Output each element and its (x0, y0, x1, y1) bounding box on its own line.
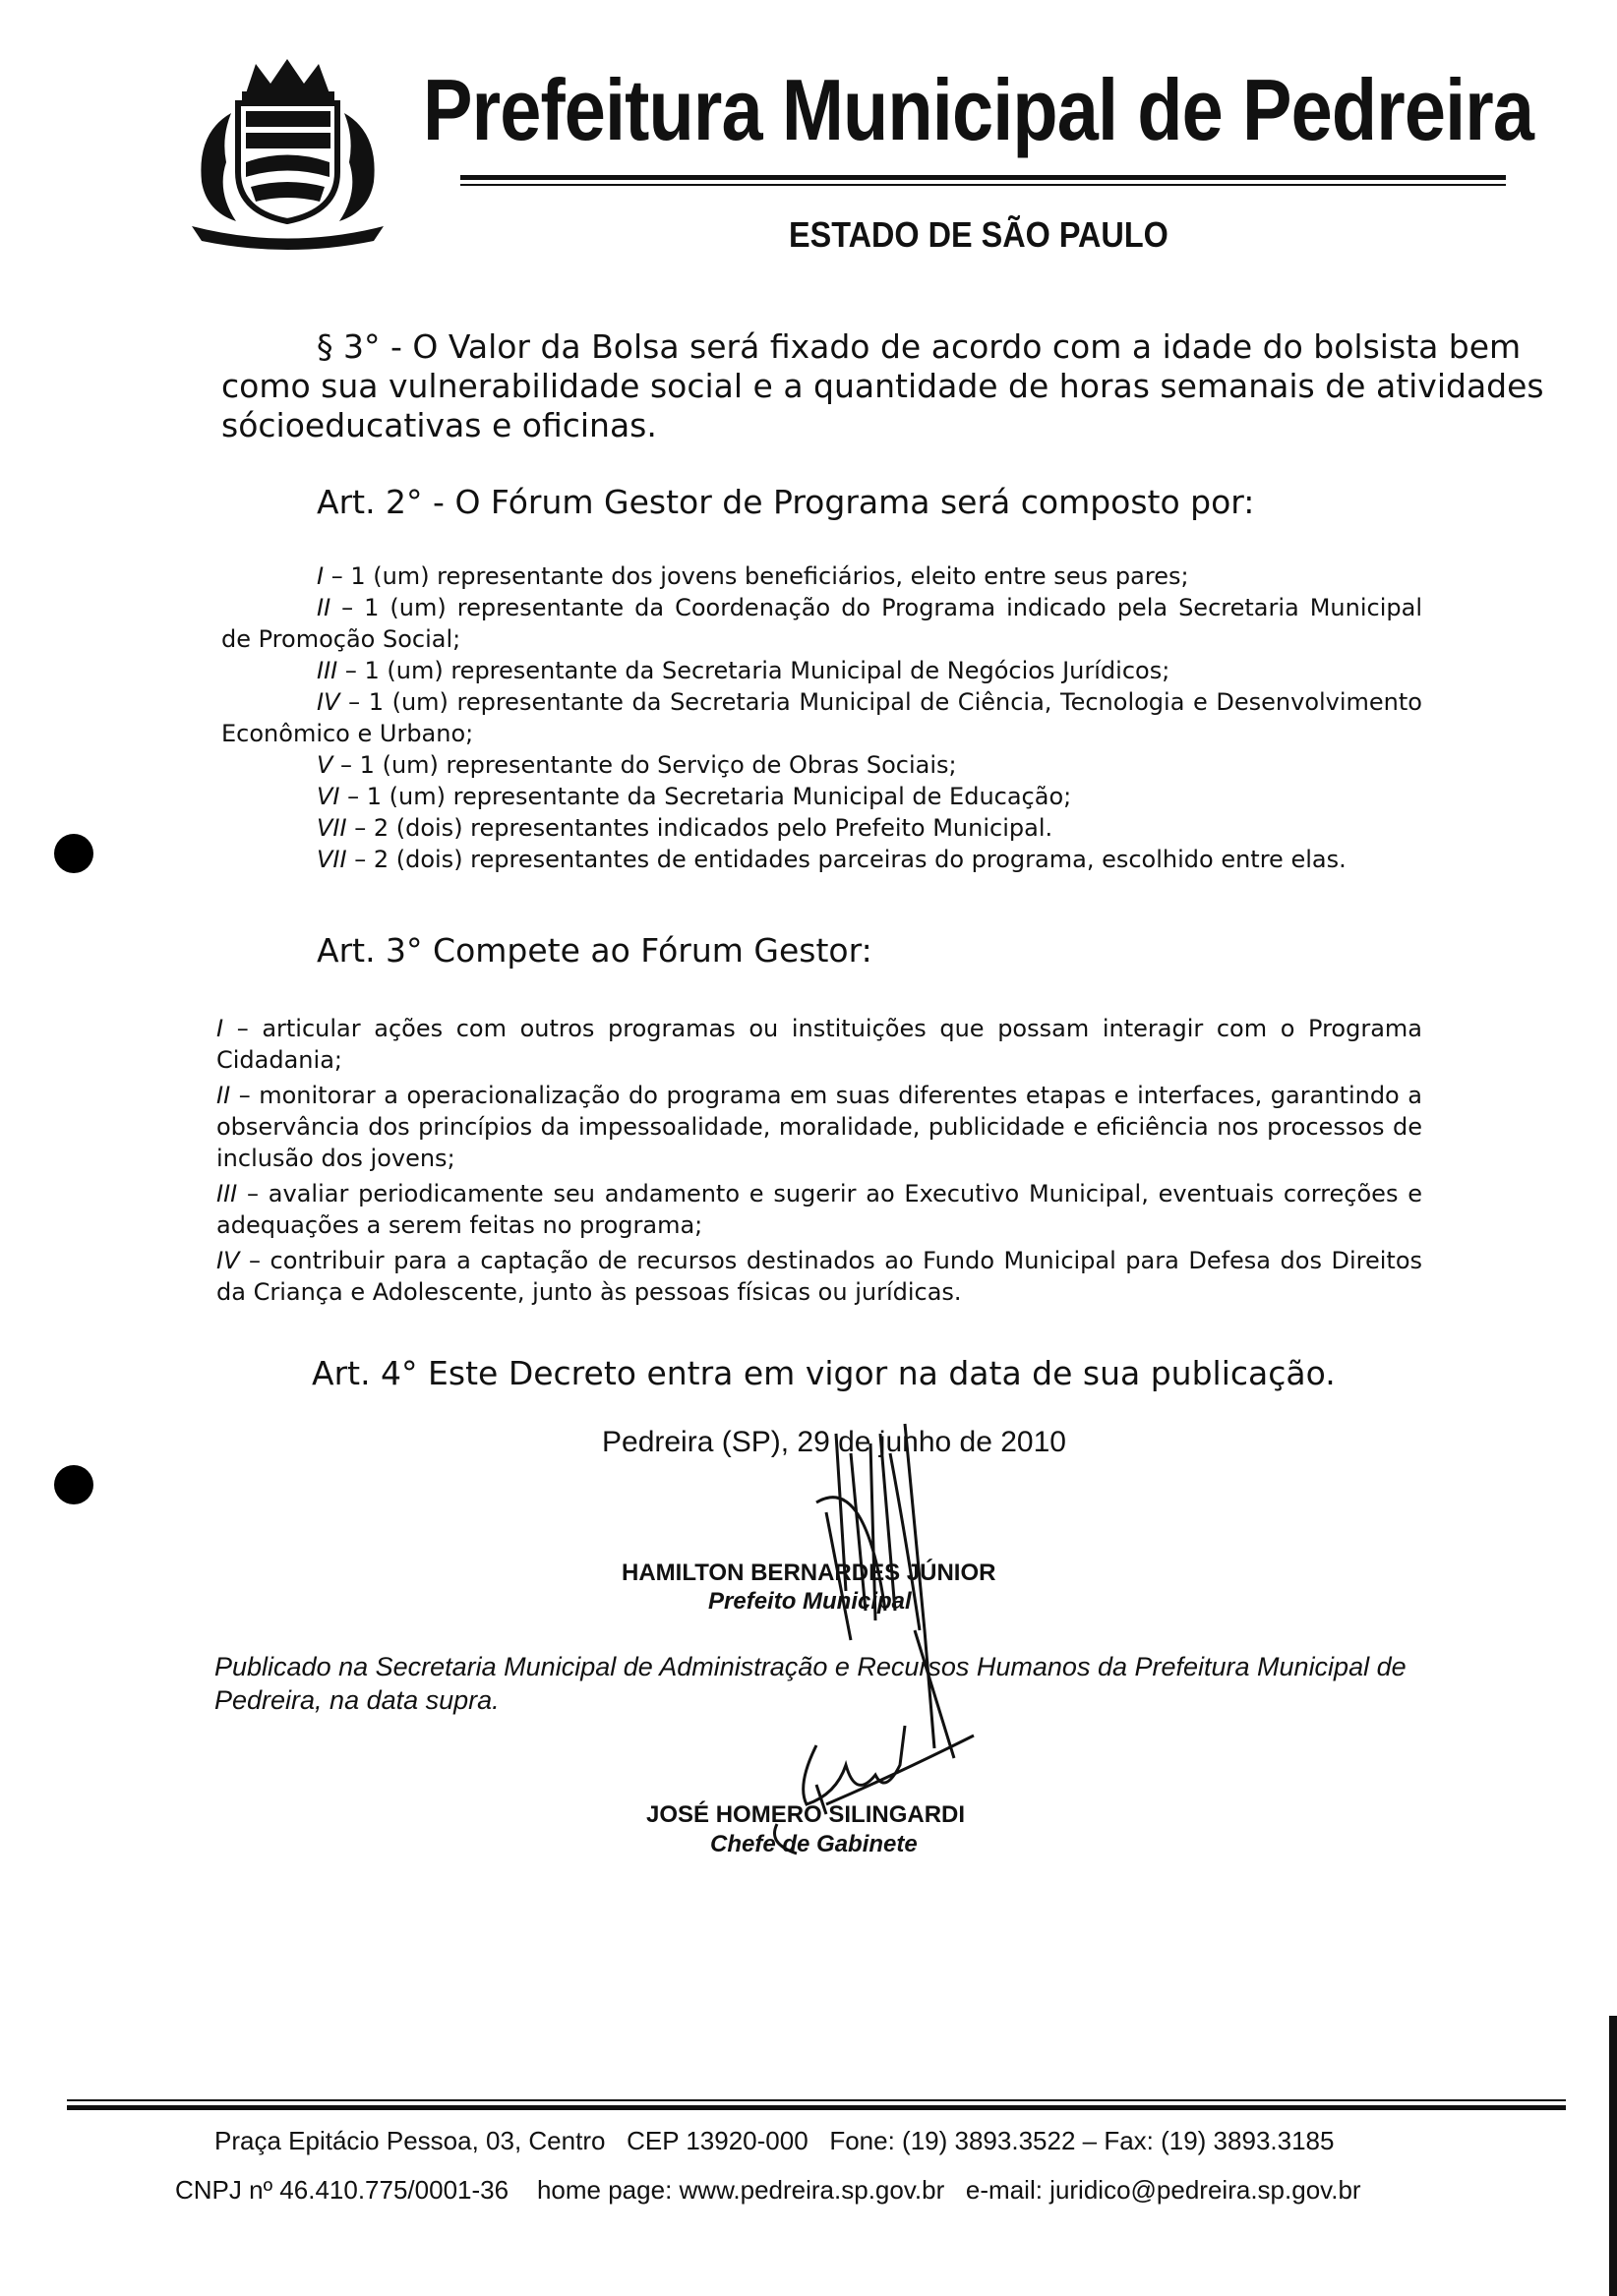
art-3-item (216, 1178, 1422, 1209)
punch-hole-mark (54, 834, 93, 873)
publication-note: Publicado na Secretaria Municipal de Administração e Recursos Humanos da Prefeitura Municipal de Pedreira, na data supra. (214, 1652, 1407, 1715)
roman-numeral: V (317, 751, 333, 779)
item-text: – 1 (um) representante dos jovens beneficiários, eleito entre seus pares; (324, 562, 1189, 590)
art-2-heading: Art. 2° - O Fórum Gestor de Programa será composto por: (317, 483, 1255, 521)
item-text: – 1 (um) representante do Serviço de Obras Sociais; (332, 751, 957, 779)
item-text: – monitorar a operacionalização do programa em suas diferentes etapas e interfaces, garantindo a (230, 1082, 1422, 1109)
art-2-item-continuation: Econômico e Urbano; (221, 720, 474, 747)
art-3-item-continuation: adequações a serem feitas no programa; (216, 1211, 703, 1239)
item-text: – 1 (um) representante da Coordenação do Programa indicado pela Secretaria Municipal (330, 594, 1422, 621)
municipal-coat-of-arms-icon (177, 54, 398, 251)
art-2-item-continuation: de Promoção Social; (221, 625, 461, 653)
art-2-item (317, 844, 1347, 875)
art-2-item (317, 812, 1052, 844)
roman-numeral: IV (216, 1247, 240, 1274)
footer-address: Praça Epitácio Pessoa, 03, Centro CEP 13920-000 Fone: (19) 3893.3522 – Fax: (19) 3893.3185 (214, 2126, 1335, 2155)
item-text: – articular ações com outros programas ou instituições que possam interagir com o Programa (223, 1015, 1422, 1042)
state-subtitle: ESTADO DE SÃO PAULO (789, 214, 1168, 255)
art-4-text: Art. 4° Este Decreto entra em vigor na data de sua publicação. (312, 1354, 1336, 1392)
art-3-heading: Art. 3° Compete ao Fórum Gestor: (317, 931, 872, 970)
page-title: Prefeitura Municipal de Pedreira (423, 61, 1534, 158)
art-2-item (317, 655, 1169, 686)
art-3-item-continuation: observância dos princípios da impessoalidade, moralidade, publicidade e eficiência nos processos de (216, 1113, 1422, 1141)
mayor-name: HAMILTON BERNARDES JÚNIOR (622, 1560, 996, 1586)
footer-contacts: CNPJ nº 46.410.775/0001-36 home page: www.pedreira.sp.gov.br e-mail: juridico@pedreira.sp.gov.br (175, 2175, 1361, 2205)
art-3-item-continuation: da Criança e Adolescente, junto às pessoas físicas ou jurídicas. (216, 1278, 962, 1306)
footer-rule-thick (67, 2105, 1566, 2110)
art-2-item (317, 781, 1071, 812)
roman-numeral: I (317, 562, 325, 590)
roman-numeral: IV (317, 688, 340, 716)
mayor-role: Prefeito Municipal (708, 1588, 912, 1615)
art-2-item (317, 592, 1422, 623)
item-text: – 1 (um) representante da Secretaria Municipal de Negócios Jurídicos; (337, 657, 1170, 684)
paragraph-3-line-3: sócioeducativas e oficinas. (221, 406, 657, 444)
art-3-item (216, 1013, 1422, 1044)
scan-edge (1609, 2016, 1617, 2296)
art-2-item (317, 749, 957, 781)
item-text: – 2 (dois) representantes de entidades parceiras do programa, escolhido entre elas. (346, 846, 1347, 873)
item-text: – avaliar periodicamente seu andamento e sugerir ao Executivo Municipal, eventuais correções e (237, 1180, 1422, 1207)
item-text: – 2 (dois) representantes indicados pelo Prefeito Municipal. (346, 814, 1053, 842)
art-3-item-continuation: inclusão dos jovens; (216, 1145, 455, 1172)
roman-numeral: VI (317, 783, 340, 810)
paragraph-3-line-1: § 3° - O Valor da Bolsa será fixado de acordo com a idade do bolsista bem (317, 327, 1522, 366)
header-rule-thick (460, 175, 1506, 180)
roman-numeral: III (216, 1180, 238, 1207)
roman-numeral: II (216, 1082, 231, 1109)
item-text: – contribuir para a captação de recursos destinados ao Fundo Municipal para Defesa dos Direitos (239, 1247, 1422, 1274)
art-2-item (317, 686, 1422, 718)
header-rule-thin (460, 184, 1506, 186)
punch-hole-mark (54, 1465, 93, 1504)
roman-numeral: VII (317, 814, 347, 842)
footer-rule-thin (67, 2099, 1566, 2101)
roman-numeral: III (317, 657, 338, 684)
date-place: Pedreira (SP), 29 de junho de 2010 (602, 1426, 1066, 1458)
art-3-item (216, 1245, 1422, 1276)
roman-numeral: I (216, 1015, 224, 1042)
item-text: – 1 (um) representante da Secretaria Municipal de Ciência, Tecnologia e Desenvolvimento (339, 688, 1422, 716)
roman-numeral: II (317, 594, 331, 621)
paragraph-3-line-2: como sua vulnerabilidade social e a quantidade de horas semanais de atividades (221, 367, 1544, 405)
art-3-item-continuation: Cidadania; (216, 1046, 342, 1074)
art-2-item (317, 560, 1189, 592)
chief-role: Chefe de Gabinete (710, 1831, 918, 1857)
chief-name: JOSÉ HOMERO SILINGARDI (646, 1801, 966, 1828)
item-text: – 1 (um) representante da Secretaria Municipal de Educação; (339, 783, 1072, 810)
art-3-item (216, 1080, 1422, 1111)
roman-numeral: VII (317, 846, 347, 873)
